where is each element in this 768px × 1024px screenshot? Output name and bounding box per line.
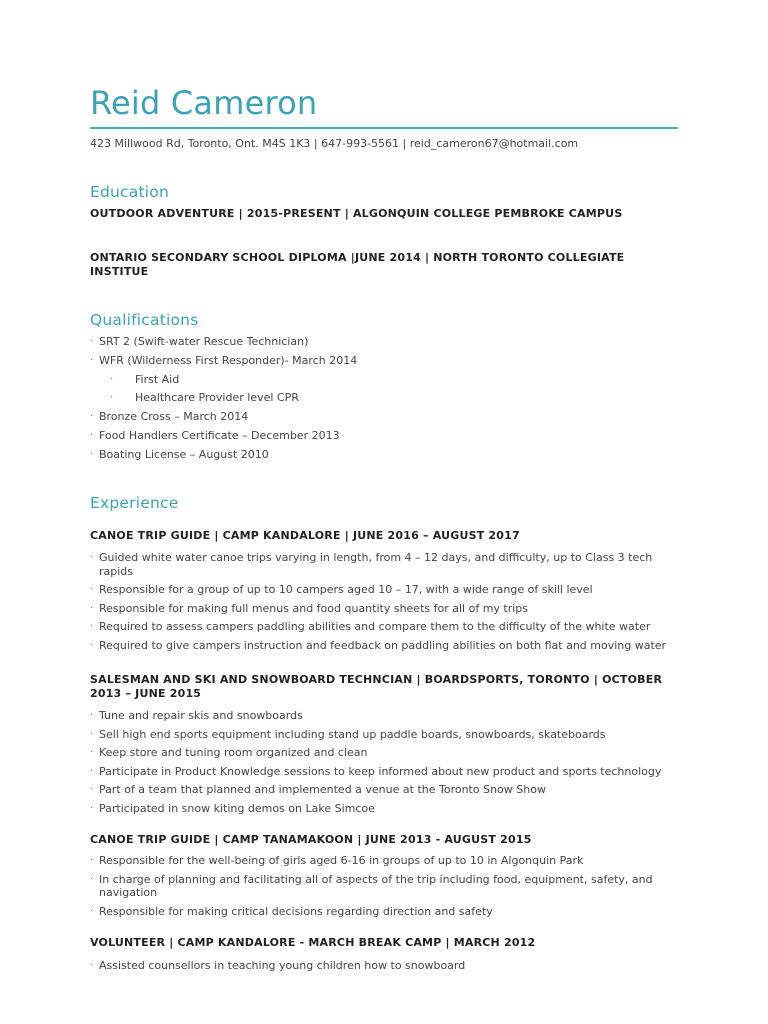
job-bullet-text: Responsible for a group of up to 10 campers aged 10 – 17, with a wide range of skill level [99, 583, 593, 596]
list-item [90, 410, 680, 424]
bullet-icon: · [90, 602, 94, 614]
header-divider [90, 127, 678, 129]
bullet-icon: · [90, 728, 94, 740]
job-bullets [90, 959, 680, 978]
bullet-icon: · [90, 784, 94, 795]
bullet-icon: · [90, 747, 94, 758]
bullet-icon: · [110, 373, 114, 385]
job-bullet-text: Assisted counsellors in teaching young children how to snowboard [99, 959, 466, 972]
job-heading: CANOE TRIP GUIDE | CAMP KANDALORE | JUNE 2016 – AUGUST 2017 [90, 529, 520, 542]
education-heading: Education [90, 183, 169, 201]
qualification-text: Healthcare Provider level CPR [135, 391, 299, 405]
list-item [90, 354, 680, 368]
job-heading: SALESMAN AND SKI AND SNOWBOARD TECHNCIAN | BOARDSPORTS, TORONTO | OCTOBER 2013 – JUNE 2015 [90, 673, 663, 700]
list-item [90, 620, 680, 634]
list-item [90, 583, 680, 597]
list-item [90, 391, 680, 405]
qualification-text: First Aid [135, 372, 180, 386]
job-bullet-text: Participated in snow kiting demos on Lake Simcoe [99, 801, 375, 815]
education-entry: OUTDOOR ADVENTURE | 2015-PRESENT | ALGONQUIN COLLEGE PEMBROKE CAMPUS [90, 207, 623, 220]
bullet-icon: · [90, 639, 94, 651]
list-item [90, 728, 680, 742]
job-bullet-text: Sell high end sports equipment including stand up paddle boards, snowboards, skateboards [99, 727, 606, 741]
list-item [90, 448, 680, 462]
list-item [90, 602, 680, 616]
job-bullet-text: Participate in Product Knowledge sessions to keep informed about new product and sports technology [99, 764, 662, 778]
qualifications-list [90, 335, 680, 467]
list-item [90, 429, 680, 443]
job-bullet-text: Part of a team that planned and implemented a venue at the Toronto Snow Show [99, 783, 546, 796]
bullet-icon: · [90, 855, 94, 866]
qualification-text: WFR (Wilderness First Responder)- March 2014 [99, 353, 358, 367]
job-bullet-text: In charge of planning and facilitating all of aspects of the trip including food, equipment, safety, and navigation [99, 872, 653, 899]
bullet-icon: · [90, 621, 94, 632]
list-item [90, 854, 680, 868]
bullet-icon: · [90, 960, 94, 971]
job-bullet-text: Required to assess campers paddling abilities and compare them to the difficulty of the white water [99, 620, 651, 633]
qualification-text: Bronze Cross – March 2014 [99, 410, 249, 424]
list-item [90, 709, 680, 723]
qualifications-heading: Qualifications [90, 311, 199, 329]
list-item [90, 746, 680, 760]
bullet-icon: · [90, 905, 94, 917]
list-item [90, 551, 680, 578]
job-bullet-text: Keep store and tuning room organized and clean [99, 746, 368, 759]
list-item [90, 335, 680, 349]
list-item [90, 802, 680, 816]
qualification-text: SRT 2 (Swift-water Rescue Technician) [99, 335, 309, 348]
bullet-icon: · [90, 429, 94, 441]
bullet-icon: · [90, 336, 94, 347]
job-bullets [90, 709, 680, 820]
job-heading: CANOE TRIP GUIDE | CAMP TANAMAKOON | JUNE 2013 - AUGUST 2015 [90, 833, 532, 846]
bullet-icon: · [90, 584, 94, 595]
bullet-icon: · [90, 354, 94, 366]
bullet-icon: · [90, 411, 94, 423]
list-item [90, 639, 680, 653]
list-item [90, 765, 680, 779]
job-bullet-text: Responsible for making critical decisions regarding direction and safety [99, 904, 493, 918]
job-bullet-text: Required to give campers instruction and feedback on paddling abilities on both flat and moving water [99, 638, 667, 652]
bullet-icon: · [90, 552, 94, 563]
education-entry: ONTARIO SECONDARY SCHOOL DIPLOMA |JUNE 2014 | NORTH TORONTO COLLEGIATE INSTITUE [90, 251, 625, 278]
bullet-icon: · [90, 765, 94, 777]
job-bullet-text: Guided white water canoe trips varying in length, from 4 – 12 days, and difficulty, up to Class 3 tech rapids [99, 551, 653, 578]
job-bullets [90, 854, 680, 923]
job-heading: VOLUNTEER | CAMP KANDALORE - MARCH BREAK CAMP | MARCH 2012 [90, 936, 536, 949]
qualification-text: Boating License – August 2010 [99, 447, 269, 461]
list-item [90, 783, 680, 797]
bullet-icon: · [90, 873, 94, 885]
job-bullet-text: Tune and repair skis and snowboards [99, 709, 303, 722]
qualification-text: Food Handlers Certificate – December 2013 [99, 428, 340, 442]
bullet-icon: · [90, 710, 94, 721]
list-item [90, 873, 680, 900]
job-bullets [90, 551, 680, 657]
job-bullet-text: Responsible for making full menus and food quantity sheets for all of my trips [99, 601, 529, 615]
experience-heading: Experience [90, 494, 179, 512]
bullet-icon: · [90, 448, 94, 460]
list-item [90, 373, 680, 387]
job-bullet-text: Responsible for the well-being of girls aged 6-16 in groups of up to 10 in Algonquin Park [99, 854, 584, 867]
resume-name: Reid Cameron [90, 84, 318, 122]
bullet-icon: · [110, 392, 114, 404]
bullet-icon: · [90, 802, 94, 814]
list-item [90, 905, 680, 919]
list-item [90, 959, 680, 973]
contact-info: 423 Millwood Rd, Toronto, Ont. M4S 1K3 | 647-993-5561 | reid_cameron67@hotmail.com [90, 137, 579, 150]
